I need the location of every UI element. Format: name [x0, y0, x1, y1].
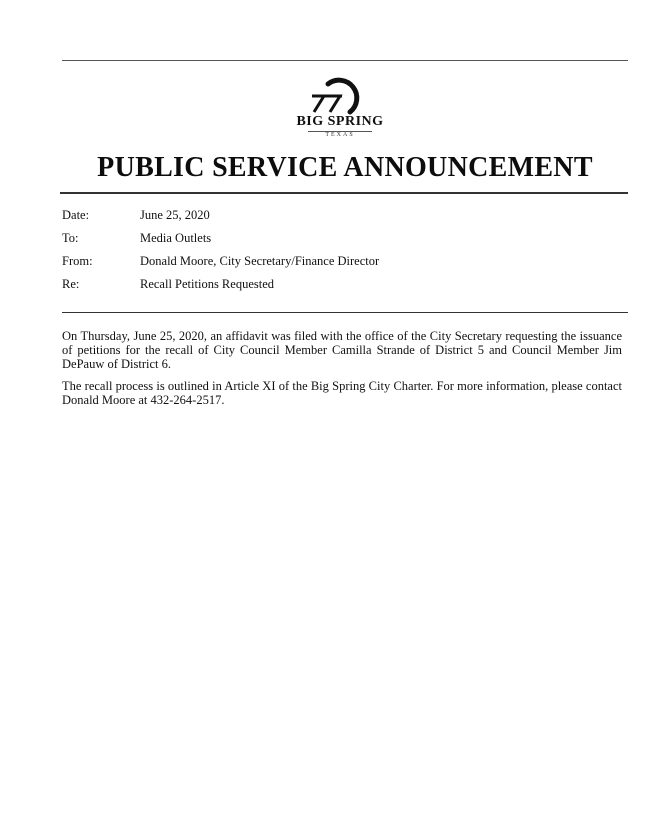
memo-label: Date: — [62, 208, 90, 222]
memo-label: Re: — [62, 277, 80, 291]
announcement-body — [62, 329, 622, 415]
memo-row-from — [62, 254, 628, 277]
memo-row-re — [62, 277, 628, 300]
memo-value: June 25, 2020 — [140, 208, 210, 222]
memo-header — [62, 208, 628, 300]
memo-value: Recall Petitions Requested — [140, 277, 275, 291]
logo-subtitle: TEXAS — [325, 132, 355, 138]
memo-rule — [62, 312, 628, 313]
memo-label: From: — [62, 254, 93, 268]
memo-row-date — [62, 208, 628, 231]
city-logo — [280, 74, 400, 144]
memo-value: Donald Moore, City Secretary/Finance Director — [140, 254, 380, 268]
memo-row-to — [62, 231, 628, 254]
title-rule — [60, 192, 628, 194]
logo-name: BIG SPRING — [296, 114, 384, 129]
body-paragraph: On Thursday, June 25, 2020, an affidavit was filed with the office of the City Secretary requesting the issuance of petitions for the recall of City Council Member Camilla Strande of District 5 and Council Member Jim DePauw of District 6. — [62, 329, 622, 371]
memo-label: To: — [62, 231, 79, 245]
memo-value: Media Outlets — [140, 231, 212, 245]
top-rule — [62, 60, 628, 61]
big-spring-mark-icon — [310, 74, 370, 116]
page-title: PUBLIC SERVICE ANNOUNCEMENT — [97, 152, 593, 183]
body-paragraph: The recall process is outlined in Article XI of the Big Spring City Charter. For more information, please contact Donald Moore at 432-264-2517. — [62, 379, 622, 407]
